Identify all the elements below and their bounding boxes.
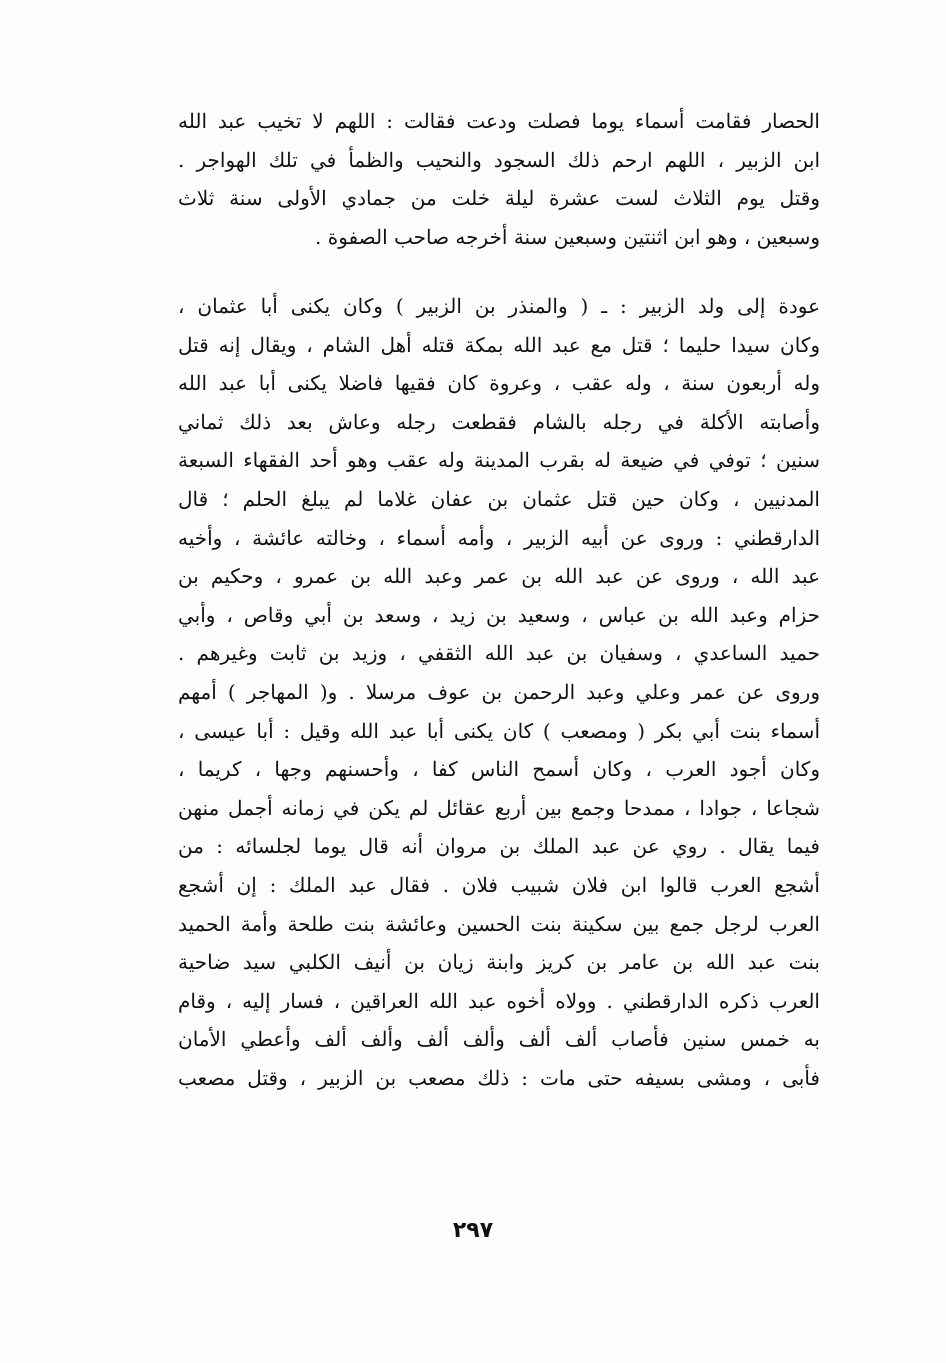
text-line: سنين ؛ توفي في ضيعة له بقرب المدينة وله عقب وهو أحد الفقهاء السبعة [178,448,820,473]
text-line: وقتل يوم الثلاث لست عشرة ليلة خلت من جمادي الأولى سنة ثلاث [178,186,820,211]
text-line: وله أربعون سنة ، وله عقب ، وعروة كان فقيها فاضلا يكنى أبا عبد الله [178,371,820,396]
text-line: المدنيين ، وكان حين قتل عثمان بن عفان غلاما لم يبلغ الحلم ؛ قال [178,486,820,511]
paragraph-2 [178,287,820,1097]
text-line: حزام وعبد الله بن عباس ، وسعيد بن زيد ، وسعد بن أبي وقاص ، وأبي [178,602,820,627]
text-line: الدارقطني : وروى عن أبيه الزبير ، وأمه أسماء ، وخالته عائشة ، وأخيه [178,525,820,550]
text-line: العرب ذكره الدارقطني . وولاه أخوه عبد الله العراقين ، فسار إليه ، وقام [178,988,820,1013]
text-line: حميد الساعدي ، وسفيان بن عبد الله الثقفي ، وزيد بن ثابت وغيرهم . [178,641,820,666]
text-line: وكان سيدا حليما ؛ قتل مع عبد الله بمكة قتله أهل الشام ، ويقال إنه قتل [178,332,820,357]
text-line: وأصابته الأكلة في رجله بالشام فقطعت رجله وعاش بعد ذلك ثماني [178,409,820,434]
page-number: ٢٩٧ [452,1218,494,1243]
text-line: العرب لرجل جمع بين سكينة بنت الحسين وعائشة بنت طلحة وأمة الحميد [178,911,820,936]
text-line: فيما يقال . روي عن عبد الملك بن مروان أنه قال يوما لجلسائه : من [178,834,820,859]
text-line: أسماء بنت أبي بكر ( ومصعب ) كان يكنى أبا عبد الله وقيل : أبا عيسى ، [178,718,820,743]
text-line: عودة إلى ولد الزبير : ـ ( والمنذر بن الزبير ) وكان يكنى أبا عثمان ، [178,294,820,318]
text-line: الحصار فقامت أسماء يوما فصلت ودعت فقالت : اللهم لا تخيب عبد الله [178,109,820,133]
text-line: بنت عبد الله بن عامر بن كريز وابنة زيان بن أنيف الكلبي سيد ضاحية [178,950,820,975]
text-line: شجاعا ، جوادا ، ممدحا وجمع بين أربع عقائل لم يكن في زمانه أجمل منهن [178,795,820,820]
text-line: وروى عن عمر وعلي وعبد الرحمن بن عوف مرسلا . و( المهاجر ) أمهم [178,679,820,704]
text-line: وسبعين ، وهو ابن اثنتين وسبعين سنة أخرجه صاحب الصفوة . [315,224,820,249]
text-line: وكان أجود العرب ، وكان أسمح الناس كفا ، وأحسنهم وجها ، كريما ، [178,757,820,782]
text-line: عبد الله ، وروى عن عبد الله بن عمر وعبد الله بن عمرو ، وحكيم بن [178,564,820,589]
text-line: ابن الزبير ، اللهم ارحم ذلك السجود والنحيب والظمأ في تلك الهواجر . [178,147,820,172]
text-line: فأبى ، ومشى بسيفه حتى مات : ذلك مصعب بن الزبير ، وقتل مصعب [178,1065,820,1090]
text-line: أشجع العرب قالوا ابن فلان شبيب فلان . فقال عبد الملك : إن أشجع [178,872,820,897]
text-line: به خمس سنين فأصاب ألف ألف وألف ألف وألف ألف وأعطي الأمان [178,1027,820,1052]
paragraph-1 [178,102,820,256]
